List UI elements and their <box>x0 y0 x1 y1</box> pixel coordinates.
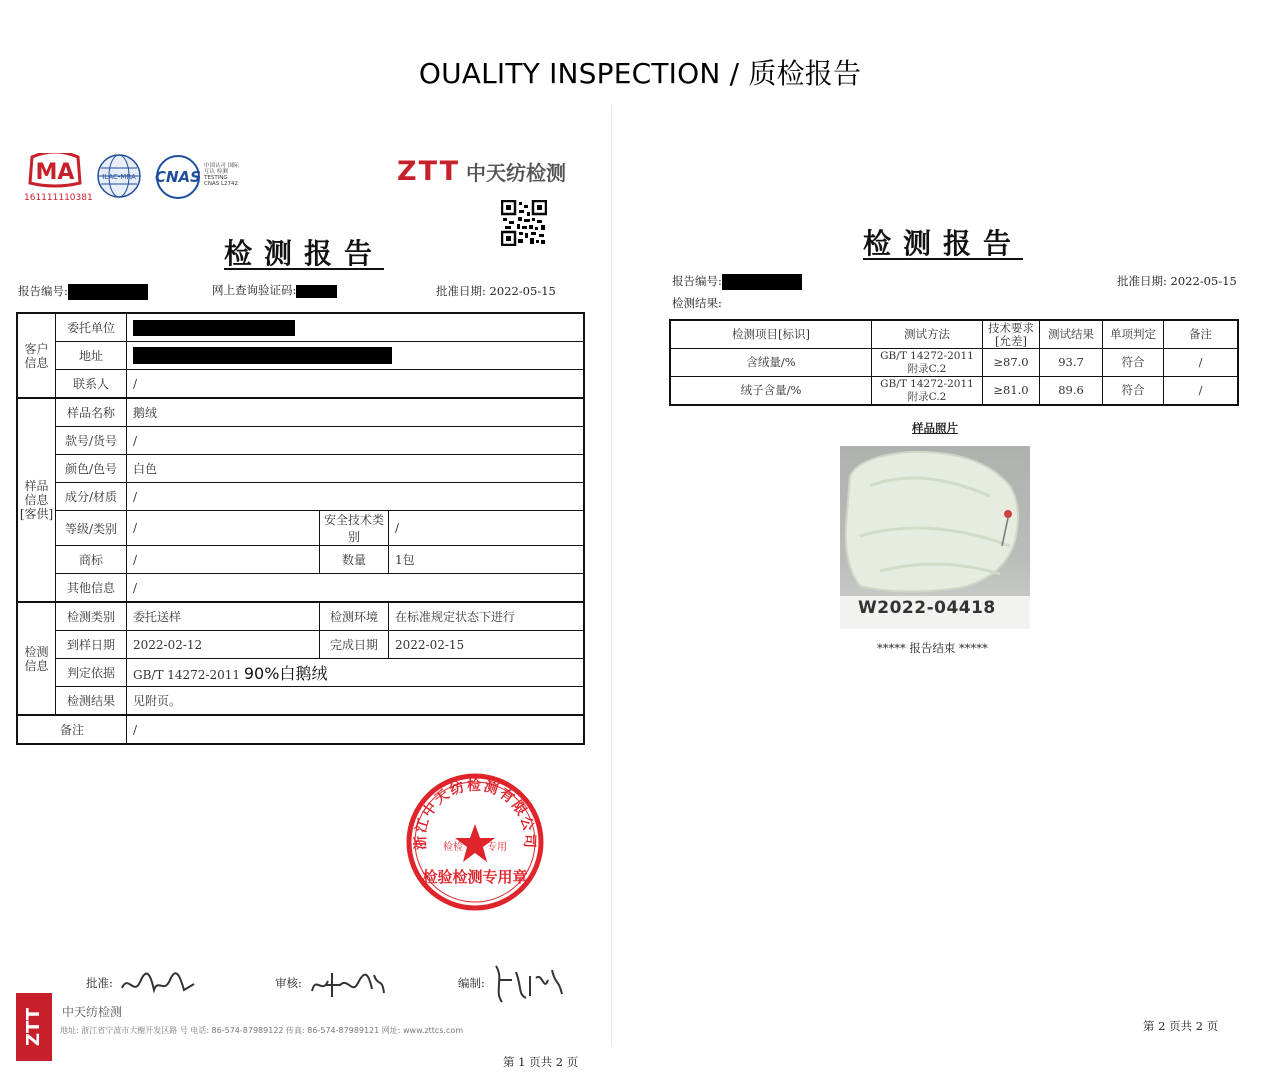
color-value: 白色 <box>127 455 585 483</box>
arrival-value: 2022-02-12 <box>127 631 320 659</box>
report-number-label: 报告编号: <box>18 284 68 298</box>
group-customer: 客户 信息 <box>17 313 56 398</box>
arrival-label: 到样日期 <box>56 631 127 659</box>
table-row <box>670 377 1238 406</box>
approve-date-2: 批准日期: 2022-05-15 <box>1117 274 1237 288</box>
row-method: GB/T 14272-2011 附录C.2 <box>872 377 983 406</box>
address-value <box>127 342 585 370</box>
finish-label: 完成日期 <box>320 631 389 659</box>
finish-value: 2022-02-15 <box>389 631 585 659</box>
report-info-table <box>16 312 585 745</box>
cnas-logo <box>154 155 246 201</box>
ztt-logo <box>397 156 566 187</box>
report-title: 检测报告 <box>224 237 385 270</box>
ilac-logo <box>97 152 141 200</box>
sample-photo <box>840 446 1030 629</box>
row-result: 93.7 <box>1040 349 1103 377</box>
stamp-inner-right: 专用 <box>487 842 507 853</box>
redacted-block <box>133 320 295 336</box>
style-label: 款号/货号 <box>56 427 127 455</box>
result-value: 见附页。 <box>127 687 585 716</box>
basis-extra: 90%白鹅绒 <box>243 664 328 683</box>
env-value: 在标准规定状态下进行 <box>389 602 585 631</box>
safety-label: 安全技术类别 <box>320 511 389 546</box>
qr-code <box>501 200 547 246</box>
results-table <box>669 319 1239 406</box>
safety-value: / <box>389 511 585 546</box>
result-label: 检测结果 <box>56 687 127 716</box>
header-method: 测试方法 <box>872 320 983 349</box>
page-divider <box>611 105 612 1045</box>
row-note: / <box>1164 377 1239 406</box>
stamp-ring-text: 浙江中天纺检测有限公司 <box>412 778 538 851</box>
page-title: OUALITY INSPECTION / 质检报告 <box>418 57 862 90</box>
ztt-vertical-text: ZTT <box>23 1007 44 1047</box>
footer-contact: 地址: 浙江省宁波市大榭开发区路 号 电话: 86-574-87989122 传真: 86-574-87989121 网址: www.zttcs.com <box>60 1026 464 1035</box>
svg-text:CNAS: CNAS <box>155 168 201 186</box>
row-requirement: ≥87.0 <box>983 349 1040 377</box>
results-label: 检测结果: <box>672 296 722 310</box>
report-number-2 <box>672 273 802 290</box>
approve-date: 批准日期: 2022-05-15 <box>436 284 556 298</box>
cma-logo-text: MA <box>35 160 75 185</box>
quantity-label: 数量 <box>320 546 389 574</box>
header-requirement: 技术要求 [允差] <box>983 320 1040 349</box>
style-value: / <box>127 427 585 455</box>
remark-label: 备注 <box>17 715 127 744</box>
table-row <box>670 349 1238 377</box>
approve-signature <box>118 968 198 1002</box>
row-verdict: 符合 <box>1103 377 1164 406</box>
report-title-2: 检测报告 <box>863 227 1024 260</box>
contact-value: / <box>127 370 585 399</box>
remark-value: / <box>127 715 585 744</box>
test-type-value: 委托送样 <box>127 602 320 631</box>
row-item: 绒子含量/% <box>670 377 872 406</box>
redacted-block <box>133 347 392 364</box>
ztt-brand-cn: 中天纺检测 <box>466 161 567 185</box>
grade-label: 等级/类别 <box>56 511 127 546</box>
header-verdict: 单项判定 <box>1103 320 1164 349</box>
group-sample: 样品 信息 [客供] <box>17 398 56 602</box>
other-value: / <box>127 574 585 603</box>
svg-text:ILAC-MRA: ILAC-MRA <box>102 173 136 181</box>
env-label: 检测环境 <box>320 602 389 631</box>
sample-name-value: 鹅绒 <box>127 398 585 427</box>
row-requirement: ≥81.0 <box>983 377 1040 406</box>
grade-value: / <box>127 511 320 546</box>
official-stamp <box>405 772 545 912</box>
query-code <box>212 282 337 298</box>
page-number-2: 第 2 页共 2 页 <box>1143 1019 1219 1033</box>
test-type-label: 检测类别 <box>56 602 127 631</box>
composition-label: 成分/材质 <box>56 483 127 511</box>
quantity-value: 1包 <box>389 546 585 574</box>
redacted-block <box>722 274 802 290</box>
brand-label: 商标 <box>56 546 127 574</box>
stamp-inner-left: 检检 <box>443 842 463 853</box>
row-verdict: 符合 <box>1103 349 1164 377</box>
ztt-brand: ZTT <box>397 156 461 187</box>
client-value <box>127 313 585 342</box>
address-label: 地址 <box>56 342 127 370</box>
composition-value: / <box>127 483 585 511</box>
header-result: 测试结果 <box>1040 320 1103 349</box>
cnas-small-text: 中国认可 国际互认 检测 TESTING CNAS L2742 <box>204 163 239 187</box>
results-header-row <box>670 320 1238 349</box>
group-test: 检测 信息 <box>17 602 56 715</box>
ztt-side-logo <box>16 993 52 1061</box>
other-label: 其他信息 <box>56 574 127 603</box>
compile-signature <box>490 958 570 1006</box>
stamp-bottom-text: 检验检测专用章 <box>422 868 528 886</box>
redacted-block <box>68 284 148 300</box>
footer-company: 中天纺检测 <box>62 1005 123 1019</box>
report-number-label-2: 报告编号: <box>672 274 722 288</box>
review-signature <box>308 965 388 1005</box>
page-number-1: 第 1 页共 2 页 <box>503 1055 579 1069</box>
compile-signature-label: 编制: <box>458 976 485 990</box>
photo-caption: 样品照片 <box>912 421 958 435</box>
row-note: / <box>1164 349 1239 377</box>
contact-label: 联系人 <box>56 370 127 399</box>
cma-logo <box>24 153 93 203</box>
header-note: 备注 <box>1164 320 1239 349</box>
review-signature-label: 审核: <box>275 976 302 990</box>
sample-name-label: 样品名称 <box>56 398 127 427</box>
color-label: 颜色/色号 <box>56 455 127 483</box>
query-code-label: 网上查询验证码: <box>212 283 297 297</box>
brand-value: / <box>127 546 320 574</box>
basis-value: GB/T 14272-2011 90%白鹅绒 <box>127 659 585 687</box>
photo-sample-label: W2022-04418 <box>858 598 996 618</box>
report-number <box>18 283 148 300</box>
cma-number: 161111110381 <box>24 193 93 203</box>
row-result: 89.6 <box>1040 377 1103 406</box>
approve-signature-label: 批准: <box>86 976 113 990</box>
report-end-text: ***** 报告结束 ***** <box>877 641 988 655</box>
header-item: 检测项目[标识] <box>670 320 872 349</box>
basis-label: 判定依据 <box>56 659 127 687</box>
client-label: 委托单位 <box>56 313 127 342</box>
row-item: 含绒量/% <box>670 349 872 377</box>
row-method: GB/T 14272-2011 附录C.2 <box>872 349 983 377</box>
redacted-block <box>296 285 337 298</box>
